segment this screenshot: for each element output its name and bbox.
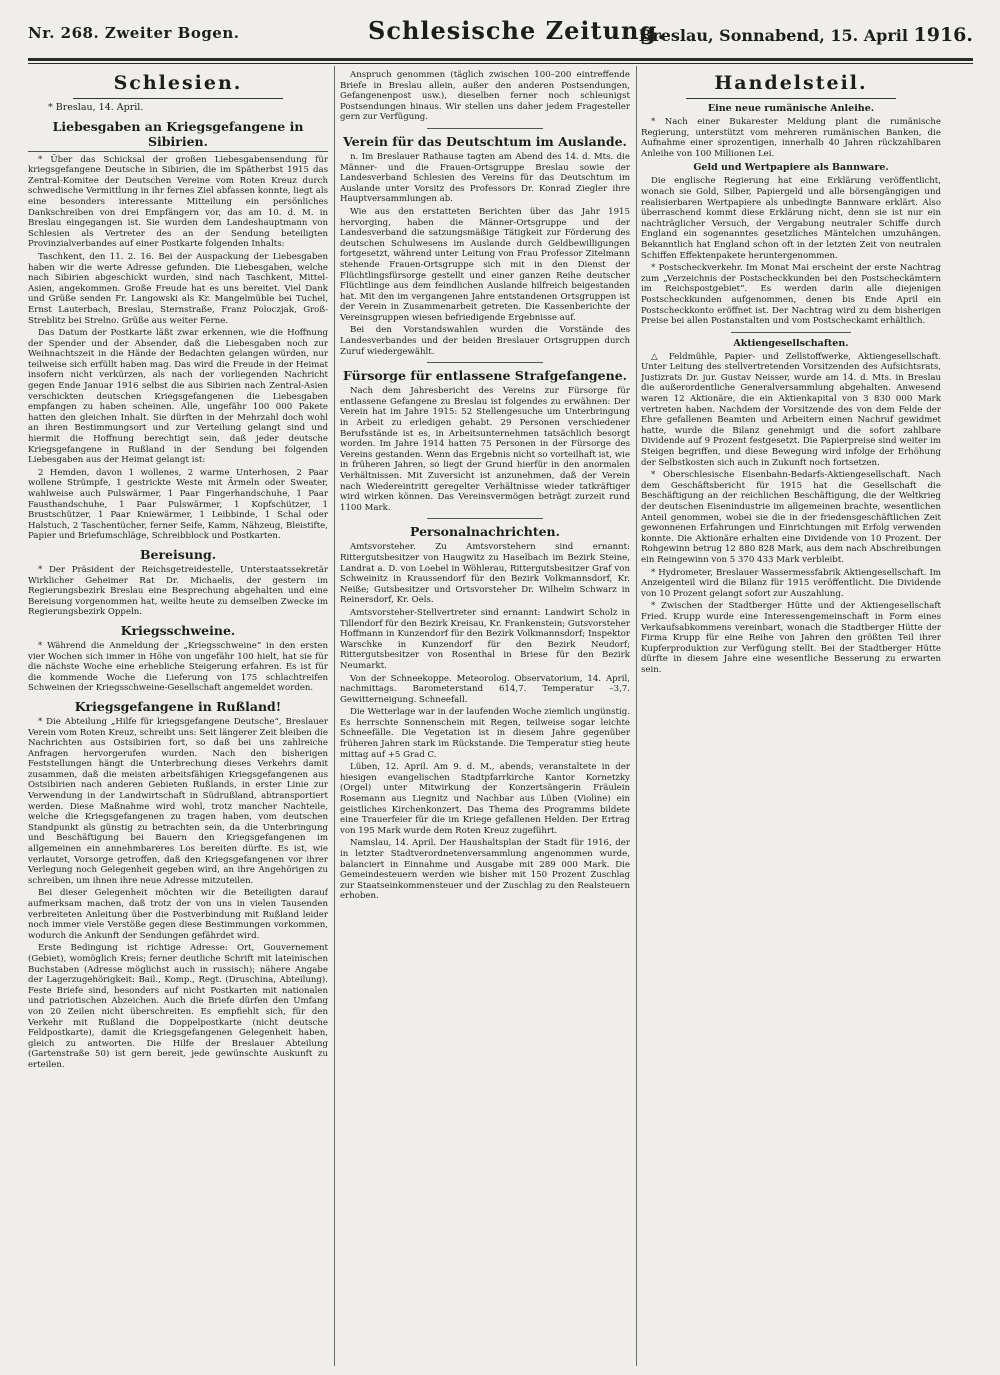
article-headline: Kriegsschweine. [120, 622, 236, 638]
article-subheadline: Geld und Wertpapiere als Bannware. [693, 162, 889, 174]
article-headline: Verein für das Deutschtum im Auslande. [343, 133, 627, 149]
article-paragraph: Bei den Vorstandswahlen wurden die Vorstände des Landesverbandes und der beiden Breslauer Ortsgruppen durch Zuruf wiedergewählt. [340, 325, 630, 357]
article-paragraph: * Postscheckverkehr. Im Monat Mai erscheint der erste Nachtrag zum „Verzeichnis der Postscheckkunden bei den Postscheckämtern im Reichspostgebiet“. Es werden darin alle diejenigen Postscheckkunden aufgenommen, denen bis Ende April ein Postscheckkonto eröffnet ist. Der Nachtrag wird zu dem bisherigen Preise bei allen Postanstalten und vom Postscheckamt erhältlich. [641, 263, 941, 327]
masthead-rule [28, 58, 973, 61]
article-subheadline: Aktiengesellschaften. [733, 337, 849, 349]
divider [427, 518, 543, 519]
article-paragraph: 2 Hemden, davon 1 wollenes, 2 warme Unterhosen, 2 Paar wollene Strümpfe, 1 gestrickte Weste mit Ärmeln oder Sweater, wahlweise auch Pulswärmer, 1 Paar Fingerhandschuhe, 1 Paar Fausthandschuhe, 1 Paar Pulswärmer, 1 Kopfschützer, 1 Brustschützer, 1 Paar Kniewärmer, 1 Leibbinde, 1 Schal oder Halstuch, 2 Taschentücher, ferner Seife, Kamm, Nähzeug, Bleistifte, Papier und Briefumschläge, Schreibblock und Postkarten. [28, 467, 328, 542]
divider [427, 362, 543, 363]
article-paragraph: Erste Bedingung ist richtige Adresse: Ort, Gouvernement (Gebiet), womöglich Kreis; ferner deutliche Schrift mit lateinischen Buchstaben (Adresse möglichst auch in russisch); nähere Angabe der Lagerzugehörigkeit: Bail., Komp., Regt. (Druschina, Abteilung). Feste Briefe sind, besonders auf nicht Postkarten mit nationalen und patriotischen Abzeichen. Auch die Briefe dürfen den Umfang von 20 Zeilen nicht überschreiten. Es empfiehlt sich, für den Verkehr mit Rußland die Doppelpostkarte (nicht deutsche Feldpostkarte), damit die Kriegsgefangenen Gelegenheit haben, gleich zu antworten. Die Hilfe der Breslauer Abteilung (Gartenstraße 50) ist gern bereit, jede gewünschte Auskunft zu erteilen. [28, 943, 328, 1070]
article-paragraph: Anspruch genommen (täglich zwischen 100–200 eintreffende Briefe in Breslau allein, außer den anderen Postsendungen, Gefangenenpost usw.), dieselben ferner noch schleunigst Postsendungen hinaus. Wir stellen uns daher jedem Fragesteller gern zur Verfügung. [340, 70, 630, 123]
article-paragraph: Wie aus den erstatteten Berichten über das Jahr 1915 hervorging, haben die Männer-Ortsgruppe und der Landesverband die satzungsmäßige Tätigkeit zur Förderung des deutschen Schulwesens im Auslande durch Geldbewilligungen fortgesetzt, während unter Leitung von Frau Professor Zitelmann stehende Frauen-Ortsgruppe sich mit in den Dienst der Flüchtlingsfürsorge gestellt und einer ganzen Reihe deutscher Flüchtlinge aus dem feindlichen Auslande hilfreich beigestanden hat. Mit den im vergangenen Jahre entstandenen Ortsgruppen ist der Verein in Zusammenarbeit getreten. Die Kassenberichte der Vereinsgruppen wiesen befriedigende Ergebnisse auf. [340, 206, 630, 323]
divider [427, 128, 543, 129]
article-headline: Bereisung. [139, 546, 217, 562]
divider [731, 332, 851, 333]
column-divider [334, 66, 335, 1366]
divider [73, 98, 283, 99]
article-paragraph: * Über das Schicksal der großen Liebesgabensendung für kriegsgefangene Deutsche in Sibirien, die im Spätherbst 1915 das Zentral-Komitee der Deutschen Vereine vom Roten Kreuz durch schwedische Vermittlung in ihr fernes Ziel abfassen konnte, liegt als eine besonders interessante Mitteilung ein persönliches Dankschreiben von drei Empfängern vor, das am 10. d. M. in Breslau eingegangen ist. Sie wurden dem Landeshauptmann von Schlesien als Vertreter des an der Sendung beteiligten Provinzialverbandes auf einer Postkarte folgenden Inhalts: [28, 154, 328, 250]
divider [686, 98, 896, 99]
article-paragraph: * Hydrometer, Breslauer Wassermessfabrik Aktiengesellschaft. Im Anzeigenteil wird die Bilanz für 1915 veröffentlicht. Die Dividende von 10 Prozent gelangt sofort zur Auszahlung. [641, 567, 941, 599]
article-paragraph: * Die Abteilung „Hilfe für kriegsgefangene Deutsche“, Breslauer Verein vom Roten Kreuz, schreibt uns: Seit längerer Zeit bleiben die Nachrichten aus Ostsibirien fort, so daß bei uns zahlreiche Anfragen hervorgerufen wurden. Nach den bisherigen Feststellungen hängt die Unterbrechung dieses Verkehrs damit zusammen, daß die meisten arbeitsfähigen Kriegsgefangenen aus Ostsibirien nach anderen Gebieten Rußlands, in erster Linie zur Verwendung in der Landwirtschaft in Südrußland, abtransportiert werden. Diese Maßnahme wird wohl, trotz mancher Nachteile, welche die Kriegsgefangenen zu tragen haben, vom deutschen Standpunkt als günstig zu betrachten sein, da die Unterbringung und Beschäftigung bei Bauern den Kriegsgefangenen im allgemeinen ein annehmbareres Los bereiten dürfte. Es ist, wie verlautet, Vorsorge getroffen, daß den Kriegsgefangenen vor ihrer Verlegung noch Gelegenheit gegeben wird, an ihre Angehörigen zu schreiben, um ihnen ihre neue Adresse mitzuteilen. [28, 716, 328, 886]
place-date [639, 24, 973, 46]
article-paragraph: Namslau, 14. April. Der Haushaltsplan der Stadt für 1916, der in letzter Stadtverordnetenversammlung angenommen wurde, balanciert in Einnahme und Ausgabe mit 289 000 Mark. Die Gemeindesteuern werden wie bisher mit 150 Prozent Zuschlag zur Staatseinkommensteuer und der Zuschlag zu den Realsteuern erhoben. [340, 838, 630, 902]
column-handelsteil [641, 70, 941, 1365]
article-paragraph: Amtsvorsteher-Stellvertreter sind ernannt: Landwirt Scholz in Tillendorf für den Bezirk Kreisau, Kr. Frankenstein; Gutsvorsteher Hoffmann in Kunzendorf für den Bezirk Volkmannsdorf; Inspektor Warschke in Kunzendorf für den Bezirk Neudorf; Rittergutsbesitzer von Rosenthal in Briese für den Bezirk Neumarkt. [340, 607, 630, 671]
article-headline: Fürsorge für entlassene Strafgefangene. [342, 368, 628, 384]
section-title: Schlesien. [113, 72, 243, 94]
article-paragraph: Die englische Regierung hat eine Erklärung veröffentlicht, wonach sie Gold, Silber, Papiergeld und alle börsengängigen und realisierbaren Wertpapiere als unbedingte Bannware erklärt. Also überraschend kommt diese Erklärung nicht, denn sie ist nur ein nachträglicher Versuch, der Vergabung neutraler Schiffe durch England ein sogenanntes gesetzliches Mäntelchen umzuhängen. Bekanntlich hat England schon oft in der letzten Zeit von neutralen Schiffen Effektenpakete heruntergenommen. [641, 176, 941, 261]
issue-number: Nr. 268. Zweiter Bogen. [28, 24, 240, 42]
article-paragraph: Von der Schneekoppe. Meteorolog. Observatorium, 14. April, nachmittags. Barometerstand 614,7. Temperatur –3,7. Gewitterneigung. Schneefall. [340, 673, 630, 705]
article-paragraph: * Der Präsident der Reichsgetreidestelle, Unterstaatssekretär Wirklicher Geheimer Rat Dr. Michaelis, der gestern im Regierungsbezirk Breslau eine Besprechung abgehalten und eine Bereisung vorgenommen hat, weilte heute zu demselben Zwecke im Regierungsbezirk Oppeln. [28, 564, 328, 618]
newspaper-title: Schlesische Zeitung. [368, 16, 667, 45]
article-paragraph: Lüben, 12. April. Am 9. d. M., abends, veranstaltete in der hiesigen evangelischen Stadtpfarrkirche Kantor Kornetzky (Orgel) unter Mitwirkung der Konzertsängerin Fräulein Rosemann aus Liegnitz und Nachbar aus Lüben (Violine) ein geistliches Kirchenkonzert. Das Thema des Programms bildete eine Trauerfeier für die im Kriege gefallenen Helden. Der Ertrag von 195 Mark wurde dem Roten Kreuz zugeführt. [340, 762, 630, 836]
article-paragraph: Bei dieser Gelegenheit möchten wir die Beteiligten darauf aufmerksam machen, daß trotz der von uns in vielen Tausenden verbreiteten Anleitung über die Postverbindung mit Rußland leider noch immer viele Verstöße gegen diese Bestimmungen vorkommen, wodurch die Ankunft der Sendungen gefährdet wird. [28, 888, 328, 941]
article-paragraph: * Oberschlesische Eisenbahn-Bedarfs-Aktiengesellschaft. Nach dem Geschäftsbericht für 1915 hat die Gesellschaft die Beschäftigung an der reichlichen Beschäftigung, die der Weltkrieg der deutschen Eisenindustrie im allgemeinen brachte, wesentlichen Anteil genommen, wobei sie die in der friedensgeschäftlichen Zeit gewonnenen Erfahrungen und Einrichtungen mit Erfolg verwenden konnte. Die Aktionäre erhalten eine Dividende von 10 Prozent. Der Rohgewinn betrug 12 880 828 Mark, aus dem nach Abschreibungen ein Reingewinn von 5 370 433 Mark verbleibt. [641, 470, 941, 565]
article-paragraph: Die Wetterlage war in der laufenden Woche ziemlich ungünstig. Es herrschte Sonnenschein mit Regen, teilweise sogar leichte Schneefälle. Die Vegetation ist in diesem Jahre gegenüber früheren Jahren stark im Rückstande. Die Temperatur stieg heute mittag auf +5 Grad C. [340, 707, 630, 760]
article-paragraph: Taschkent, den 11. 2. 16. Bei der Auspackung der Liebesgaben haben wir die werte Adresse gefunden. Die Liebesgaben, welche nach Sibirien abgeschickt wurden, sind nach Taschkent, Mittel-Asien, angekommen. Große Freude hat es uns bereitet. Viel Dank und Grüße senden Fr. Langowski als Kr. Mangelmüble bei Tuchel, Ernst Lauterbach, Breslau, Sternstraße, Franz Poloczjak, Groß-Streblitz bei Strelno. Grüße aus weiter Ferne. [28, 251, 328, 326]
column-schlesien [28, 70, 328, 1365]
article-paragraph: △ Feldmühle, Papier- und Zellstoffwerke, Aktiengesellschaft. Unter Leitung des stellvertretenden Vorsitzenden des Aufsichtsrats, Justizrats Dr. jur. Gustav Neisser, wurde am 14. d. Mts. in Breslau die außerordentliche Generalversammlung abgehalten. Anwesend waren 12 Aktionäre, die ein Aktienkapital von 3 830 000 Mark vertreten haben. Nachdem der Vorsitzende des von dem Felde der Ehre gefallenen Beamten und Arbeitern einen Nachruf gewidmet hatte, wurde die Bilanz genehmigt und die sofort zahlbare Dividende auf 9 Prozent festgesetzt. Die Papierpreise sind weiter im Steigen begriffen, und diese Bewegung wird infolge der Erhöhung der Selbstkosten sich auch in Zukunft noch fortsetzen. [641, 351, 941, 468]
article-paragraph: Amtsvorsteher. Zu Amtsvorstehern sind ernannt: Rittergutsbesitzer von Haugwitz zu Haselbach im Bezirk Steine, Landrat a. D. von Loebel in Wöhlerau, Rittergutsbesitzer Graf von Schweinitz in Kraussendorf für den Bezirk Volkmannsdorf, Kr. Neiße; Gutsbesitzer und Ortsvorsteher Dr. Wilhelm Schwarz in Reinersdorf, Kr. Oels. [340, 542, 630, 606]
section-title: Handelsteil. [714, 72, 868, 94]
column-divider [636, 66, 637, 1366]
article-subheadline: Eine neue rumänische Anleihe. [707, 103, 875, 114]
article-paragraph: * Nach einer Bukarester Meldung plant die rumänische Regierung, unterstützt vom mehreren rumänischen Banken, die Aufnahme einer sprozentigen, innerhalb 40 Jahren rückzahlbaren Anleihe von 100 Millionen Lei. [641, 117, 941, 159]
year: 1916. [913, 24, 973, 46]
dateline: * Breslau, 14. April. [48, 102, 144, 113]
article-paragraph: Nach dem Jahresbericht des Vereins zur Fürsorge für entlassene Gefangene zu Breslau ist folgendes zu erwähnen: Der Verein hat im Jahre 1915: 52 Stellengesuche um Unterbringung in Arbeit zu erledigen gehabt. 29 Personen verschiedener Berufsstände ist es, in Arbeitsunternehmen tatsächlich besorgt worden. Im Jahre 1914 hatten 75 Personen in der Fürsorge des Vereins gestanden. Wenn das Ergebnis nicht so vorteilhaft ist, wie in früheren Jahren, so liegt der Grund hierfür in den anormalen Verhältnissen. Mit Zuversicht ist anzunehmen, daß der Verein nach Wiedereintritt geregelter Verhältnisse wieder tatkräftiger wird wirken können. Das Vereinsvermögen beträgt zurzeit rund 1100 Mark. [340, 386, 630, 513]
article-paragraph: * Während die Anmeldung der „Kriegsschweine“ in den ersten vier Wochen sich immer in Höhe von ungefähr 100 hielt, hat sie für die nächste Woche eine erhebliche Steigerung erfahren. Es ist für die kommende Woche die Lieferung von 175 schlachtreifen Schweinen der Kriegsschweine-Gesellschaft angemeldet worden. [28, 640, 328, 694]
article-headline: Personalnachrichten. [410, 524, 560, 540]
article-paragraph: * Zwischen der Stadtberger Hütte und der Aktiengesellschaft Fried. Krupp wurde eine Interessengemeinschaft in Form eines Verkaufsabkommens vereinbart, wonach die Stadtberger Hütte der Firma Krupp für eine Reihe von Jahren den größten Teil ihrer Kupferproduktion zur Verfügung stellt. Bei der Stadtberger Hütte dürfte in diesem Jahre eine wesentliche Besserung zu erwarten sein. [641, 601, 941, 675]
place-date-text: Breslau, Sonnabend, 15. April [638, 26, 908, 45]
article-paragraph: Das Datum der Postkarte läßt zwar erkennen, wie die Hoffnung der Spender und der Absender, daß die Liebesgaben noch zur Weihnachtszeit in die Hände der Bedachten gelangen würden, nur teilweise sich erfüllt haben mag. Das wird die Freude in der Heimat insofern nicht verkürzen, als nach der vorliegenden Nachricht gegen Ende Januar 1916 selbst die aus Sibirien nach Zentral-Asien verschickten deutschen Kriegsgefangenen die Liebesgaben empfangen zu haben scheinen. Alle, ungefähr 100 000 Pakete hatten den gleichen Inhalt. Sie dürften in der Mehrzahl doch wohl an ihren Bestimmungsort und zur Verteilung gelangt sind und hiermit die Hoffnung berechtigt sein, daß jeder deutsche Kriegsgefangene in Rußland in der Sendung bei folgenden Liebesgaben aus der Heimat gelangt ist: [28, 328, 328, 466]
masthead-rule-thin [28, 63, 973, 64]
article-headline: Liebesgaben an Kriegsgefangene in Sibirien. [28, 119, 328, 152]
masthead [28, 10, 973, 56]
column-middle [340, 70, 630, 1365]
article-headline: Kriegsgefangene in Rußland! [74, 698, 282, 714]
article-paragraph: n. Im Breslauer Rathause tagten am Abend des 14. d. Mts. die Männer- und die Frauen-Ortsgruppe Breslau sowie der Landesverband Schlesien des Vereins für das Deutschtum im Auslande unter Vorsitz des Professors Dr. Konrad Ziegler ihre Hauptversammlungen ab. [340, 151, 630, 205]
